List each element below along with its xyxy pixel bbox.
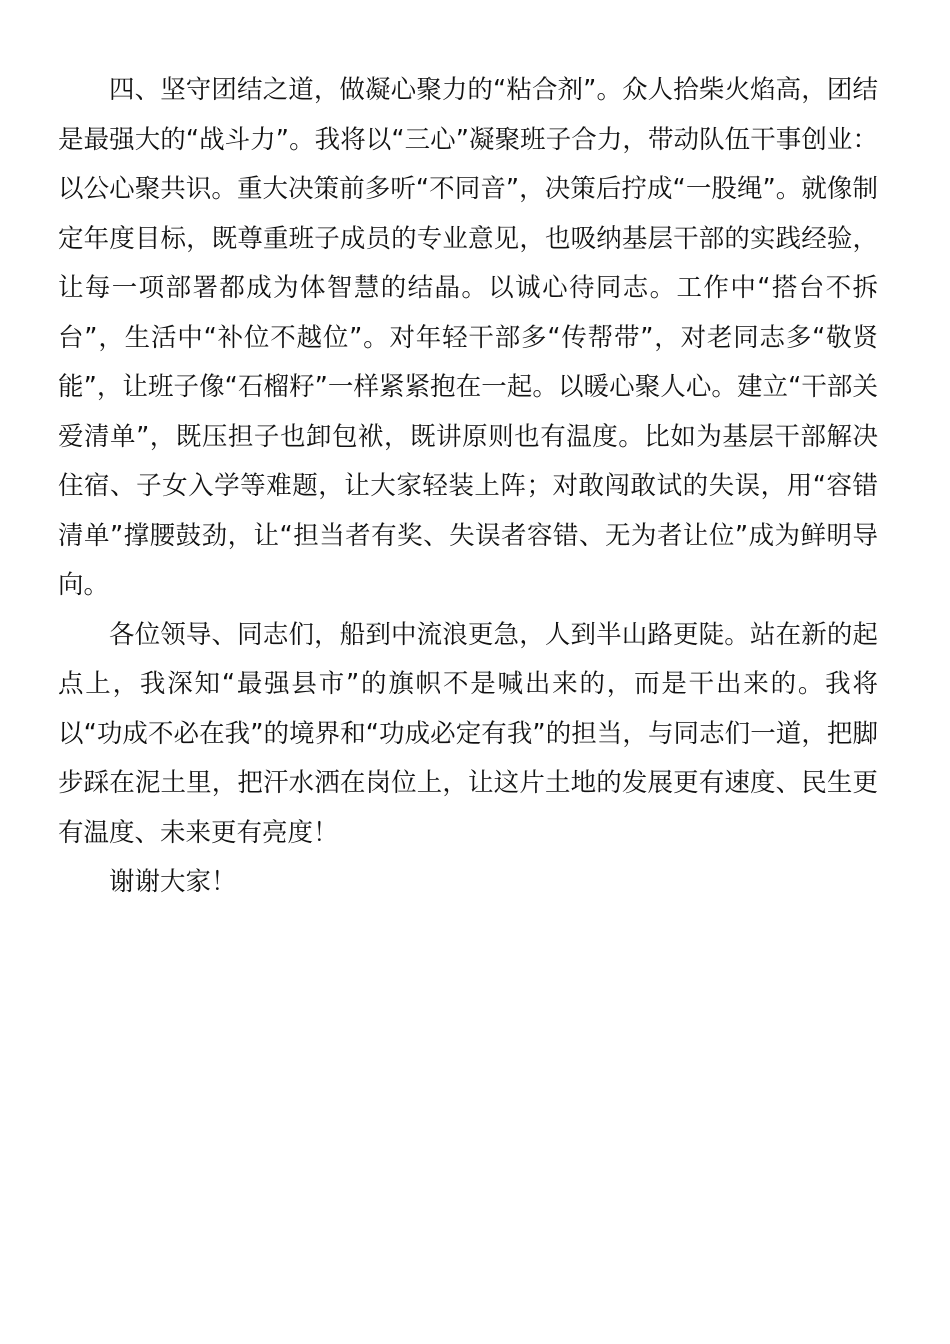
paragraph-closing: 各位领导、同志们，船到中流浪更急，人到半山路更陡。站在新的起点上，我深知“最强县市”的旗帜不是喊出来的，而是干出来的。我将以“功成不必在我”的境界和“功成必定有我”的担当，与同志们一道，把脚步踩在泥土里，把汗水洒在岗位上，让这片土地的发展更有速度、民生更有温度、未来更有亮度！ <box>58 619 878 848</box>
paragraph-thanks: 谢谢大家！ <box>109 867 237 897</box>
document-page <box>58 66 878 908</box>
paragraph-unity: 四、坚守团结之道，做凝心聚力的“粘合剂”。众人拾柴火焰高，团结是最强大的“战斗力”。我将以“三心”凝聚班子合力，带动队伍干事创业：以公心聚共识。重大决策前多听“不同音”，决策后拧成“一股绳”。就像制定年度目标，既尊重班子成员的专业意见，也吸纳基层干部的实践经验，让每一项部署都成为体智慧的结晶。以诚心待同志。工作中“搭台不拆台”，生活中“补位不越位”。对年轻干部多“传帮带”，对老同志多“敬贤能”，让班子像“石榴籽”一样紧紧抱在一起。以暖心聚人心。建立“干部关爱清单”，既压担子也卸包袱，既讲原则也有温度。比如为基层干部解决住宿、子女入学等难题，让大家轻装上阵；对敢闯敢试的失误，用“容错清单”撑腰鼓劲，让“担当者有奖、失误者容错、无为者让位”成为鲜明导向。 <box>58 75 878 600</box>
